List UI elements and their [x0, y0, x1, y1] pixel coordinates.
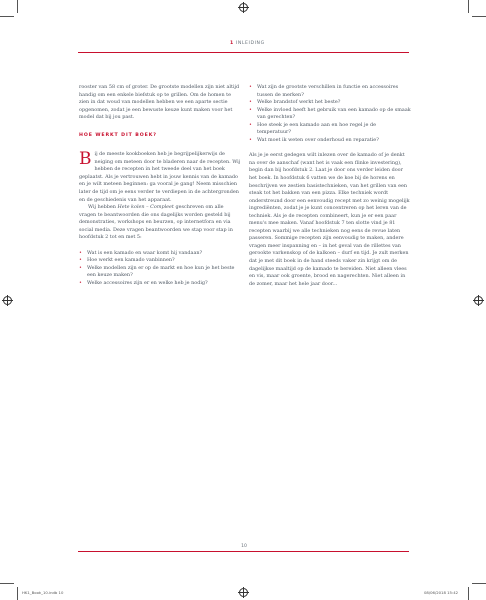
slug-file-name: HK1_Book_10.indb 10 — [22, 590, 64, 595]
crop-mark-top-right-h — [472, 16, 486, 17]
section-heading: HOE WERKT DIT BOEK? — [79, 132, 157, 138]
list-item: • Welke brandstof werkt het beste? — [249, 99, 411, 107]
crop-mark-top-left-h — [0, 16, 14, 17]
registration-mark-right-icon — [474, 296, 483, 305]
drop-cap: B — [79, 149, 92, 170]
registration-mark-bottom-icon — [239, 588, 248, 597]
running-header — [230, 41, 290, 46]
list-item: • Welke accessoires zijn er en welke heb je nodig? — [79, 280, 241, 288]
list-item: • Welke modellen zijn er op de markt en hoe kun je het beste een keuze maken? — [79, 265, 241, 280]
left-column — [79, 84, 241, 288]
crop-mark-bottom-left-h — [0, 583, 14, 584]
right-bullet-list — [249, 84, 411, 144]
left-bullet-list — [79, 250, 241, 288]
list-item: • Welke invloed heeft het gebruik van een kamado op de smaak van gerechten? — [249, 107, 411, 122]
header-rule — [78, 52, 409, 53]
right-column — [249, 84, 411, 288]
crop-mark-top-left-v — [17, 0, 18, 13]
list-item: • Wat moet ik weten over onderhoud en reparatie? — [249, 137, 411, 145]
paragraph-2-rest: geschreven om alle vragen te beantwoorden die ons dagelijks worden gesteld bij demonstraties, workshops en beurzen, op internetfora en via social media. Deze vragen beantwoorden we stap voor stap in hoofdstuk 2 tot en met 5: — [79, 204, 233, 241]
paragraph-2-lead: Wij hebben — [88, 204, 118, 211]
registration-mark-top-icon — [239, 3, 248, 12]
list-item: • Hoe werkt een kamado vanbinnen? — [79, 257, 241, 265]
chapter-number: 1 — [230, 41, 234, 46]
paragraph-1 — [79, 151, 241, 204]
list-item: • Wat is een kamado en waar komt hij vandaan? — [79, 250, 241, 258]
page-number: 10 — [241, 544, 247, 549]
list-item: • Wat zijn de grootste verschillen in functie en accessoires tussen de merken? — [249, 84, 411, 99]
crop-mark-bottom-right-v — [468, 587, 469, 600]
chapter-title: INLEIDING — [235, 41, 265, 46]
slug-timestamp: 08/06/2018 15:42 — [424, 590, 459, 595]
list-item: • Hoe steek je een kamado aan en hoe regel je de temperatuur? — [249, 122, 411, 137]
right-paragraph: Als je je eerst gedegen wilt inlezen over de kamado of je denkt na over de aanschaf (want het is vaak een flinke investering), begin dan bij hoofdstuk 2. Laat je door ons verder leiden door het boek. In hoofdstuk 6 vatten we de koe bij de horens en beschrijven we zestien basistechnieken, van het grillen van een steak tot het bakken van een pizza. Elke techniek wordt onderstreund door een eenvoudig recept met zo weinig mogelijk ingrediënten, zodat je je kunt concentreren op het leren van de techniek. Als je de recepten combineert, kun je er een paar menu's mee maken. Vanaf hoofdstuk 7 ten slotte vind je 81 recepten waarbij we alle technieken nog eens de revue laten passeren. Sommige recepten zijn eenvoudig te maken, andere vragen meer inspanning en – in het geval van de rillettes van gerookte varkenskop of de kalkoen – durf en tijd. Je zult merken dat je met dit boek in de hand steeds vaker zin krijgt om de dagelijkse maaltijd op de kamado te bereiden. Niet alleen vlees en vis, maar ook groente, brood en nagerechten. Niet alleen in de zomer, maar het hele jaar door... — [249, 152, 410, 287]
crop-mark-top-right-v — [468, 0, 469, 13]
paragraph-2 — [79, 204, 241, 242]
intro-paragraph: rooster van 58 cm of groter. De grootste modellen zijn niet altijd handig om een enkele biefstuk op te grillen. Om de homen te zien in dat woud van modellen hebben we een aparte sectie opgenomen, zodat je een bewuste keuze kunt maken voor het model dat bij jou past. — [79, 84, 240, 121]
book-title: Hete kolen – Compleet — [117, 204, 174, 211]
paragraph-1-text: ij de meeste kookboeken heb je begrijpelijkerwijs de neiging om meteen door te bladeren naar de recepten. Wij hebben de recepten in het tweede deel van het boek geplaatst. Als je vertrouwen hebt in jouw kennis van de kamado en je wilt meteen beginnen: ga vooral je gang! Neem misschien later de tijd om je eens verder te verdiepen in de achtergronden en de geschiedenis van het apparaat. — [79, 151, 241, 203]
registration-mark-left-icon — [3, 296, 12, 305]
crop-mark-bottom-left-v — [17, 587, 18, 600]
footer-rule — [78, 551, 409, 552]
crop-mark-bottom-right-h — [472, 583, 486, 584]
